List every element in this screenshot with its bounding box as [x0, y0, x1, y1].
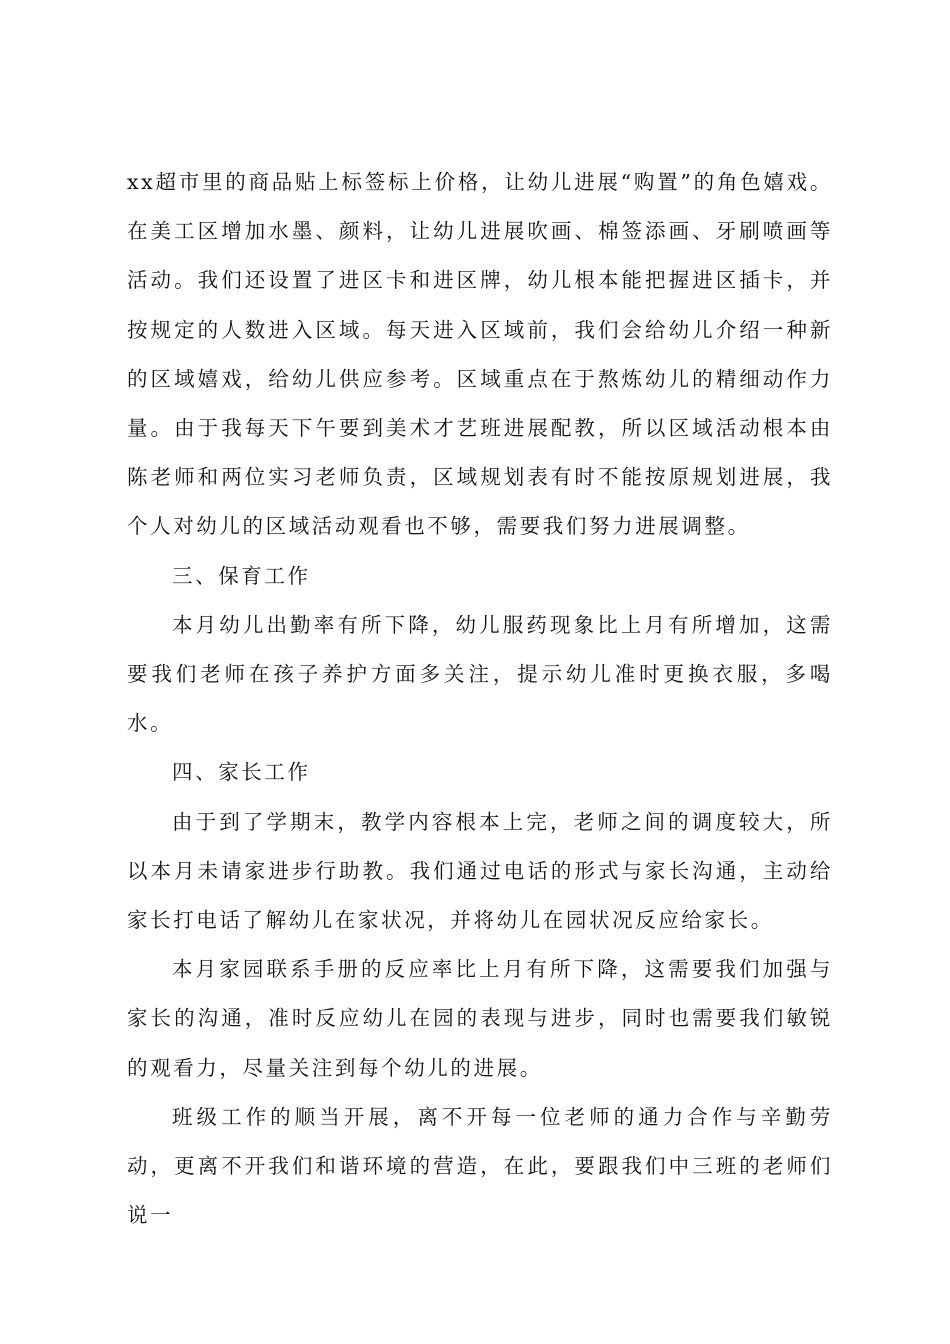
section-heading-parents: 四、家长工作	[172, 760, 311, 785]
paragraph-parent-communication: 由于到了学期末，教学内容根本上完，老师之间的调度较大，所以本月未请家进步行助教。我们通过电话的形式与家长沟通，主动给家长打电话了解幼儿在家状况，并将幼儿在园状况反应给家长。	[127, 809, 833, 933]
paragraph-class-cooperation: 班级工作的顺当开展，离不开每一位老师的通力合作与辛勤劳动，更离不开我们和谐环境的营造，在此，要跟我们中三班的老师们说一	[127, 1104, 833, 1228]
paragraph-regional-activities: xx超市里的商品贴上标签标上价格，让幼儿进展“购置”的角色嬉戏。在美工区增加水墨、颜料，让幼儿进展吹画、棉签添画、牙刷喷画等活动。我们还设置了进区卡和进区牌，幼儿根本能把握进区插卡，并按规定的人数进入区域。每天进入区域前，我们会给幼儿介绍一种新的区域嬉戏，给幼儿供应参考。区域重点在于熬炼幼儿的精细动作力量。由于我每天下午要到美术才艺班进展配教，所以区域活动根本由陈老师和两位实习老师负责，区域规划表有时不能按原规划进展，我个人对幼儿的区域活动观看也不够，需要我们努力进展调整。	[127, 170, 833, 539]
paragraph-contact-handbook: 本月家园联系手册的反应率比上月有所下降，这需要我们加强与家长的沟通，准时反应幼儿在园的表现与进步，同时也需要我们敏锐的观看力，尽量关注到每个幼儿的进展。	[127, 957, 833, 1080]
document-body	[127, 158, 833, 1240]
section-heading-childcare: 三、保育工作	[172, 563, 311, 588]
paragraph-childcare: 本月幼儿出勤率有所下降，幼儿服药现象比上月有所增加，这需要我们老师在孩子养护方面多关注，提示幼儿准时更换衣服，多喝水。	[127, 612, 833, 736]
